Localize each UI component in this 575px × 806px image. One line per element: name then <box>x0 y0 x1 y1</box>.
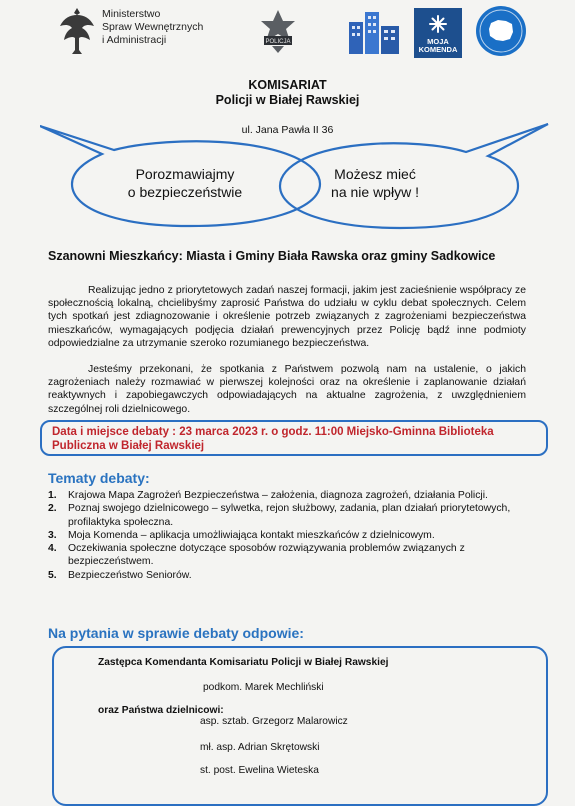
moja-komenda-line-1: MOJA <box>427 37 449 46</box>
bubble-right-text <box>290 165 460 201</box>
police-badge-label: POLICJA <box>265 39 291 45</box>
moja-komenda-icon <box>428 14 448 34</box>
topic-item <box>48 502 528 529</box>
bubble-left-text <box>100 165 270 201</box>
topic-number: 5. <box>48 569 57 581</box>
topic-number: 1. <box>48 490 57 501</box>
ministry-logo <box>58 6 258 58</box>
moja-komenda-logo <box>414 8 462 58</box>
topic-text: Poznaj swojego dzielnicowego – sylwetka, rejon służbowy, zadania, plan działań priorytetowych, profilaktyka społeczna. <box>68 503 511 528</box>
police-star-icon <box>258 8 298 54</box>
moja-komenda-line-2: KOMENDA <box>418 45 458 54</box>
topic-text: Oczekiwania społeczne dotyczące sposobów rozwiązywania problemów związanych z bezpieczeństwem. <box>68 543 465 568</box>
intro-paragraph-text: Realizując jedno z priorytetowych zadań naszej formacji, jakim jest zacieśnienie współpracy ze społecznością lokalną, chcielibyśmy zaprosić Państwa do udziału w cyklu debat społecznych. Celem tych spotkań jest zdiagnozowanie i określenie potrzeb związanych z zagrożeniami bezpieczeństwa mieszkańców, wymagających podjęcia działań prewencyjnych przez Policję bądź inne podmioty odpowiedzialne za utrzymanie szeroko rozumianego bezpieczeństwa. <box>48 285 526 349</box>
topics-heading: Tematy debaty: <box>48 470 150 486</box>
poland-map-logo <box>476 6 526 56</box>
deputy-commander-title: Zastępca Komendanta Komisariatu Policji w Białej Rawskiej <box>98 657 389 668</box>
moja-komenda-label <box>414 38 462 54</box>
ministry-line-2: Spraw Wewnętrznych <box>102 21 204 33</box>
contact-heading: Na pytania w sprawie debaty odpowie: <box>48 625 304 641</box>
poland-map-icon <box>476 6 526 56</box>
topics-list <box>48 489 528 582</box>
bubble-left-line-2: o bezpieczeństwie <box>127 184 243 200</box>
topic-text: Bezpieczeństwo Seniorów. <box>68 569 192 581</box>
greeting: Szanowni Mieszkańcy: Miasta i Gminy Biała Rawska oraz gminy Sadkowice <box>48 249 496 263</box>
district-officers-label: oraz Państwa dzielnicowi: <box>98 705 224 716</box>
bubble-left-line-1: Porozmawiajmy <box>135 166 235 182</box>
bubble-right-line-2: na nie wpływ ! <box>331 184 419 200</box>
purpose-paragraph <box>48 363 526 416</box>
event-date-place: Data i miejsce debaty : 23 marca 2023 r. o godz. 11:00 Miejsko-Gminna Biblioteka Publiczna w Białej Rawskiej <box>52 426 494 452</box>
office-title: KOMISARIAT <box>248 78 327 92</box>
district-officer-name: st. post. Ewelina Wieteska <box>200 765 319 776</box>
topic-text: Moja Komenda – aplikacja umożliwiająca kontakt mieszkańców z dzielnicowym. <box>68 529 435 541</box>
topic-item <box>48 489 528 502</box>
office-subtitle: Policji w Białej Rawskiej <box>215 93 360 107</box>
topic-item <box>48 542 528 569</box>
ministry-line-3: i Administracji <box>102 34 167 46</box>
district-officer-name: mł. asp. Adrian Skrętowski <box>200 742 320 753</box>
bubble-right-line-1: Możesz mieć <box>334 166 416 182</box>
purpose-paragraph-text: Jesteśmy przekonani, że spotkania z Państwem pozwolą nam na ustalenie, o jakich zagrożeniach należy rozmawiać w pierwszej kolejności oraz na określenie i zaplanowanie działań reaktywnych i zapobiegawczych odpowiadających na aktualne zagrożenia, z uwzględnieniem szczególnej roli dzielnicowego. <box>48 364 526 415</box>
district-officer-name: asp. sztab. Grzegorz Malarowicz <box>200 716 348 727</box>
intro-paragraph <box>48 284 526 350</box>
topic-number: 2. <box>48 503 57 515</box>
ministry-line-1: Ministerstwo <box>102 8 161 20</box>
topic-number: 3. <box>48 529 57 541</box>
topic-number: 4. <box>48 543 57 555</box>
topic-item <box>48 529 528 542</box>
topic-text: Krajowa Mapa Zagrożeń Bezpieczeństwa – założenia, diagnoza zagrożeń, działania Policji. <box>68 490 488 501</box>
office-address: ul. Jana Pawła II 36 <box>241 124 334 136</box>
ministry-name <box>102 8 203 47</box>
deputy-commander-name: podkom. Marek Mechliński <box>203 682 324 693</box>
city-buildings-icon <box>347 8 403 60</box>
topic-item <box>48 569 528 582</box>
eagle-emblem-icon <box>58 6 96 56</box>
